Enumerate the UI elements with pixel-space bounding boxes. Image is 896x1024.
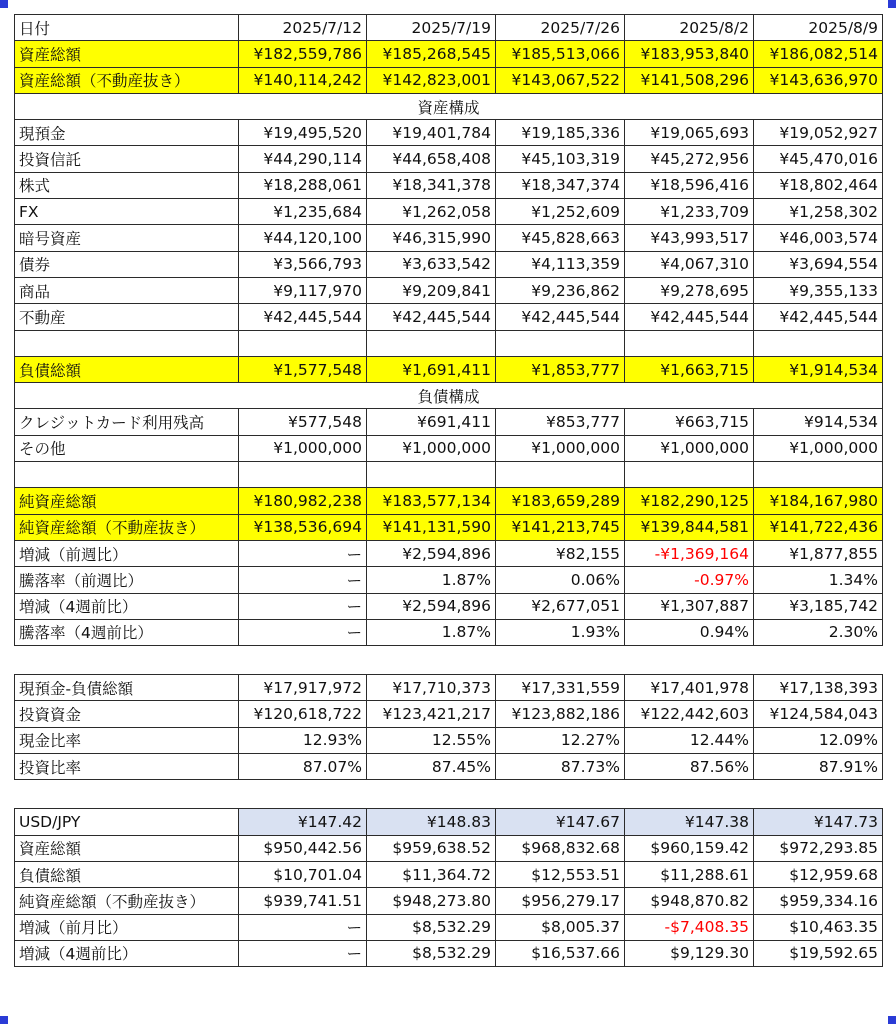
value-cell[interactable]: $10,701.04 bbox=[239, 861, 367, 887]
value-cell[interactable]: ¥1,233,709 bbox=[625, 199, 754, 225]
value-cell[interactable]: $11,364.72 bbox=[367, 861, 496, 887]
row-label[interactable]: 株式 bbox=[15, 172, 239, 198]
change-block bbox=[15, 540, 883, 645]
value-cell[interactable]: ー bbox=[239, 540, 367, 566]
value-cell[interactable]: 12.55% bbox=[367, 727, 496, 753]
value-cell[interactable]: ¥3,694,554 bbox=[754, 251, 883, 277]
row-label[interactable]: 負債総額 bbox=[15, 861, 239, 887]
table-row bbox=[15, 67, 883, 93]
value-cell[interactable]: 87.07% bbox=[239, 754, 367, 780]
value-cell[interactable]: ¥44,120,100 bbox=[239, 225, 367, 251]
value-cell[interactable]: ¥42,445,544 bbox=[367, 304, 496, 330]
blank-row bbox=[15, 330, 883, 356]
spacer bbox=[14, 780, 882, 808]
value-cell[interactable]: $8,532.29 bbox=[367, 914, 496, 940]
blank-cell[interactable] bbox=[239, 330, 367, 356]
value-cell[interactable]: 87.45% bbox=[367, 754, 496, 780]
value-cell[interactable]: ¥19,065,693 bbox=[625, 120, 754, 146]
value-cell[interactable]: ¥44,658,408 bbox=[367, 146, 496, 172]
value-cell[interactable]: ¥45,470,016 bbox=[754, 146, 883, 172]
value-cell[interactable]: -$7,408.35 bbox=[625, 914, 754, 940]
value-cell[interactable]: $11,288.61 bbox=[625, 861, 754, 887]
value-cell[interactable]: ¥1,000,000 bbox=[625, 435, 754, 461]
value-cell[interactable]: ¥9,355,133 bbox=[754, 277, 883, 303]
value-cell[interactable]: ¥82,155 bbox=[496, 540, 625, 566]
value-cell[interactable]: ¥42,445,544 bbox=[496, 304, 625, 330]
value-cell[interactable]: $972,293.85 bbox=[754, 835, 883, 861]
table-row bbox=[15, 435, 883, 461]
value-cell[interactable]: ¥185,513,066 bbox=[496, 41, 625, 67]
value-cell[interactable]: ¥2,677,051 bbox=[496, 593, 625, 619]
value-cell[interactable]: $19,592.65 bbox=[754, 940, 883, 966]
table-row bbox=[15, 914, 883, 940]
total-assets-block bbox=[15, 41, 883, 94]
value-cell[interactable]: ¥1,262,058 bbox=[367, 199, 496, 225]
value-cell[interactable]: ¥9,236,862 bbox=[496, 277, 625, 303]
value-cell[interactable]: ¥17,331,559 bbox=[496, 675, 625, 701]
liabilities-total-row bbox=[15, 356, 883, 382]
blank-cell[interactable] bbox=[754, 462, 883, 488]
value-cell[interactable]: $8,005.37 bbox=[496, 914, 625, 940]
table-row bbox=[15, 251, 883, 277]
blank-cell[interactable] bbox=[367, 330, 496, 356]
value-cell[interactable]: ¥19,401,784 bbox=[367, 120, 496, 146]
value-cell[interactable]: ¥143,636,970 bbox=[754, 67, 883, 93]
value-cell[interactable]: $16,537.66 bbox=[496, 940, 625, 966]
value-cell[interactable]: $960,159.42 bbox=[625, 835, 754, 861]
table-row bbox=[15, 225, 883, 251]
date-cell[interactable]: 2025/7/12 bbox=[239, 15, 367, 41]
table-row bbox=[15, 593, 883, 619]
fx-rate-cell[interactable]: ¥147.42 bbox=[239, 809, 367, 835]
table-row bbox=[15, 304, 883, 330]
value-cell[interactable]: ¥3,566,793 bbox=[239, 251, 367, 277]
value-cell[interactable]: ¥139,844,581 bbox=[625, 514, 754, 540]
row-label[interactable]: 投資資金 bbox=[15, 701, 239, 727]
row-label[interactable]: 現預金 bbox=[15, 120, 239, 146]
value-cell[interactable]: 12.27% bbox=[496, 727, 625, 753]
table-row bbox=[15, 675, 883, 701]
table-row bbox=[15, 41, 883, 67]
value-cell[interactable]: ¥17,710,373 bbox=[367, 675, 496, 701]
section-title-row bbox=[15, 93, 883, 119]
value-cell[interactable]: ¥42,445,544 bbox=[754, 304, 883, 330]
value-cell[interactable]: $8,532.29 bbox=[367, 940, 496, 966]
value-cell[interactable]: ¥123,421,217 bbox=[367, 701, 496, 727]
value-cell[interactable]: ー bbox=[239, 914, 367, 940]
value-cell[interactable]: ¥122,442,603 bbox=[625, 701, 754, 727]
blank-cell[interactable] bbox=[496, 462, 625, 488]
value-cell[interactable]: ¥2,594,896 bbox=[367, 593, 496, 619]
value-cell[interactable]: ¥183,577,134 bbox=[367, 488, 496, 514]
asset-composition-block bbox=[15, 120, 883, 330]
value-cell[interactable]: ¥3,185,742 bbox=[754, 593, 883, 619]
row-label[interactable]: 負債総額 bbox=[15, 356, 239, 382]
value-cell[interactable]: ¥4,113,359 bbox=[496, 251, 625, 277]
table-row bbox=[15, 754, 883, 780]
table-row bbox=[15, 727, 883, 753]
usd-table bbox=[14, 808, 883, 967]
value-cell[interactable]: ¥17,401,978 bbox=[625, 675, 754, 701]
value-cell[interactable]: 1.87% bbox=[367, 619, 496, 645]
selection-corner-marker bbox=[888, 1016, 896, 1024]
value-cell[interactable]: ¥45,272,956 bbox=[625, 146, 754, 172]
row-label[interactable]: 増減（前月比） bbox=[15, 914, 239, 940]
value-cell[interactable]: -0.97% bbox=[625, 567, 754, 593]
value-cell[interactable]: ¥4,067,310 bbox=[625, 251, 754, 277]
row-label[interactable]: その他 bbox=[15, 435, 239, 461]
blank-cell[interactable] bbox=[496, 330, 625, 356]
fx-rate-cell[interactable]: ¥147.73 bbox=[754, 809, 883, 835]
spreadsheet bbox=[14, 14, 882, 967]
value-cell[interactable]: ¥43,993,517 bbox=[625, 225, 754, 251]
value-cell[interactable]: ¥18,802,464 bbox=[754, 172, 883, 198]
selection-corner-marker bbox=[0, 0, 8, 8]
date-cell[interactable]: 2025/8/2 bbox=[625, 15, 754, 41]
value-cell[interactable]: ¥182,290,125 bbox=[625, 488, 754, 514]
value-cell[interactable]: ¥182,559,786 bbox=[239, 41, 367, 67]
value-cell[interactable]: ¥1,914,534 bbox=[754, 356, 883, 382]
net-worth-table bbox=[14, 14, 883, 646]
value-cell[interactable]: ¥9,278,695 bbox=[625, 277, 754, 303]
row-label[interactable]: 債券 bbox=[15, 251, 239, 277]
value-cell[interactable]: ¥577,548 bbox=[239, 409, 367, 435]
value-cell[interactable]: $968,832.68 bbox=[496, 835, 625, 861]
value-cell[interactable]: ¥9,209,841 bbox=[367, 277, 496, 303]
value-cell[interactable]: ¥184,167,980 bbox=[754, 488, 883, 514]
value-cell[interactable]: ¥46,003,574 bbox=[754, 225, 883, 251]
table-row bbox=[15, 277, 883, 303]
row-label[interactable]: 純資産総額（不動産抜き） bbox=[15, 514, 239, 540]
table-row bbox=[15, 172, 883, 198]
table-row bbox=[15, 619, 883, 645]
value-cell[interactable]: ¥1,000,000 bbox=[367, 435, 496, 461]
value-cell[interactable]: ¥17,917,972 bbox=[239, 675, 367, 701]
value-cell[interactable]: ¥44,290,114 bbox=[239, 146, 367, 172]
value-cell[interactable]: $12,959.68 bbox=[754, 861, 883, 887]
row-label[interactable]: 投資比率 bbox=[15, 754, 239, 780]
value-cell[interactable]: $959,334.16 bbox=[754, 888, 883, 914]
value-cell[interactable]: ー bbox=[239, 619, 367, 645]
section-title-row bbox=[15, 383, 883, 409]
table-row bbox=[15, 146, 883, 172]
value-cell[interactable]: ー bbox=[239, 567, 367, 593]
value-cell[interactable]: $939,741.51 bbox=[239, 888, 367, 914]
fx-rate-cell[interactable]: ¥148.83 bbox=[367, 809, 496, 835]
table-row bbox=[15, 488, 883, 514]
row-label[interactable]: 増減（4週前比） bbox=[15, 940, 239, 966]
row-label[interactable]: 騰落率（前週比） bbox=[15, 567, 239, 593]
value-cell[interactable]: 2.30% bbox=[754, 619, 883, 645]
value-cell[interactable]: ¥185,268,545 bbox=[367, 41, 496, 67]
row-label[interactable]: 投資信託 bbox=[15, 146, 239, 172]
blank-cell[interactable] bbox=[239, 462, 367, 488]
blank-cell[interactable] bbox=[754, 330, 883, 356]
blank-cell[interactable] bbox=[625, 330, 754, 356]
fx-rate-cell[interactable]: ¥147.67 bbox=[496, 809, 625, 835]
row-label[interactable]: USD/JPY bbox=[15, 809, 239, 835]
value-cell[interactable]: ¥17,138,393 bbox=[754, 675, 883, 701]
value-cell[interactable]: ¥1,691,411 bbox=[367, 356, 496, 382]
value-cell[interactable]: 12.93% bbox=[239, 727, 367, 753]
value-cell[interactable]: ¥42,445,544 bbox=[625, 304, 754, 330]
selection-corner-marker bbox=[0, 1016, 8, 1024]
row-label[interactable]: 増減（前週比） bbox=[15, 540, 239, 566]
table-row bbox=[15, 409, 883, 435]
row-label[interactable]: 資産総額 bbox=[15, 41, 239, 67]
value-cell[interactable]: ¥120,618,722 bbox=[239, 701, 367, 727]
value-cell[interactable]: $948,273.80 bbox=[367, 888, 496, 914]
value-cell[interactable]: 87.91% bbox=[754, 754, 883, 780]
value-cell[interactable]: 0.94% bbox=[625, 619, 754, 645]
value-cell[interactable]: ¥186,082,514 bbox=[754, 41, 883, 67]
value-cell[interactable]: ¥141,213,745 bbox=[496, 514, 625, 540]
value-cell[interactable]: ¥853,777 bbox=[496, 409, 625, 435]
value-cell[interactable]: $9,129.30 bbox=[625, 940, 754, 966]
value-cell[interactable]: ¥142,823,001 bbox=[367, 67, 496, 93]
value-cell[interactable]: 1.87% bbox=[367, 567, 496, 593]
value-cell[interactable]: $12,553.51 bbox=[496, 861, 625, 887]
value-cell[interactable]: ¥914,534 bbox=[754, 409, 883, 435]
value-cell[interactable]: ー bbox=[239, 593, 367, 619]
cash-ratio-block bbox=[15, 675, 883, 780]
table-row bbox=[15, 835, 883, 861]
value-cell[interactable]: $956,279.17 bbox=[496, 888, 625, 914]
table-row bbox=[15, 567, 883, 593]
value-cell[interactable]: ¥1,000,000 bbox=[754, 435, 883, 461]
row-label[interactable]: 資産総額 bbox=[15, 835, 239, 861]
table-row bbox=[15, 861, 883, 887]
row-label[interactable]: 暗号資産 bbox=[15, 225, 239, 251]
value-cell[interactable]: ¥18,341,378 bbox=[367, 172, 496, 198]
usd-jpy-row bbox=[15, 809, 883, 835]
value-cell[interactable]: ¥691,411 bbox=[367, 409, 496, 435]
value-cell[interactable]: ¥141,722,436 bbox=[754, 514, 883, 540]
value-cell[interactable]: ¥19,185,336 bbox=[496, 120, 625, 146]
value-cell[interactable]: ¥2,594,896 bbox=[367, 540, 496, 566]
value-cell[interactable]: ー bbox=[239, 940, 367, 966]
value-cell[interactable]: 87.56% bbox=[625, 754, 754, 780]
value-cell[interactable]: ¥141,508,296 bbox=[625, 67, 754, 93]
blank-cell[interactable] bbox=[15, 462, 239, 488]
row-label[interactable]: 資産総額（不動産抜き） bbox=[15, 67, 239, 93]
value-cell[interactable]: ¥1,000,000 bbox=[496, 435, 625, 461]
table-row bbox=[15, 514, 883, 540]
value-cell[interactable]: $950,442.56 bbox=[239, 835, 367, 861]
row-label[interactable]: 現金比率 bbox=[15, 727, 239, 753]
value-cell[interactable]: ¥183,659,289 bbox=[496, 488, 625, 514]
value-cell[interactable]: ¥123,882,186 bbox=[496, 701, 625, 727]
value-cell[interactable]: ¥1,235,684 bbox=[239, 199, 367, 225]
value-cell[interactable]: ¥1,258,302 bbox=[754, 199, 883, 225]
value-cell[interactable]: 0.06% bbox=[496, 567, 625, 593]
table-row bbox=[15, 540, 883, 566]
table-row bbox=[15, 888, 883, 914]
value-cell[interactable]: ¥663,715 bbox=[625, 409, 754, 435]
value-cell[interactable]: ¥143,067,522 bbox=[496, 67, 625, 93]
liabilities-composition-block bbox=[15, 409, 883, 462]
value-cell[interactable]: ¥46,315,990 bbox=[367, 225, 496, 251]
value-cell[interactable]: ¥19,495,520 bbox=[239, 120, 367, 146]
value-cell[interactable]: 1.93% bbox=[496, 619, 625, 645]
asset-composition-title[interactable]: 資産構成 bbox=[15, 93, 883, 119]
blank-row bbox=[15, 462, 883, 488]
value-cell[interactable]: ¥18,347,374 bbox=[496, 172, 625, 198]
value-cell[interactable]: ¥18,596,416 bbox=[625, 172, 754, 198]
value-cell[interactable]: ¥1,877,855 bbox=[754, 540, 883, 566]
value-cell[interactable]: ¥9,117,970 bbox=[239, 277, 367, 303]
value-cell[interactable]: ¥45,828,663 bbox=[496, 225, 625, 251]
row-label[interactable]: クレジットカード利用残高 bbox=[15, 409, 239, 435]
cash-ratio-table bbox=[14, 674, 883, 780]
row-label[interactable]: 増減（4週前比） bbox=[15, 593, 239, 619]
value-cell[interactable]: -¥1,369,164 bbox=[625, 540, 754, 566]
row-label[interactable]: FX bbox=[15, 199, 239, 225]
date-cell[interactable]: 2025/8/9 bbox=[754, 15, 883, 41]
value-cell[interactable]: ¥1,307,887 bbox=[625, 593, 754, 619]
date-cell[interactable]: 2025/7/19 bbox=[367, 15, 496, 41]
fx-rate-cell[interactable]: ¥147.38 bbox=[625, 809, 754, 835]
value-cell[interactable]: ¥1,853,777 bbox=[496, 356, 625, 382]
value-cell[interactable]: ¥42,445,544 bbox=[239, 304, 367, 330]
blank-cell[interactable] bbox=[15, 330, 239, 356]
value-cell[interactable]: ¥1,252,609 bbox=[496, 199, 625, 225]
spacer bbox=[14, 646, 882, 674]
blank-cell[interactable] bbox=[625, 462, 754, 488]
value-cell[interactable]: ¥1,663,715 bbox=[625, 356, 754, 382]
value-cell[interactable]: $959,638.52 bbox=[367, 835, 496, 861]
value-cell[interactable]: ¥3,633,542 bbox=[367, 251, 496, 277]
usd-values-block bbox=[15, 835, 883, 966]
row-label[interactable]: 現預金-負債総額 bbox=[15, 675, 239, 701]
net-assets-block bbox=[15, 488, 883, 541]
value-cell[interactable]: ¥183,953,840 bbox=[625, 41, 754, 67]
row-label[interactable]: 商品 bbox=[15, 277, 239, 303]
value-cell[interactable]: 1.34% bbox=[754, 567, 883, 593]
value-cell[interactable]: ¥1,000,000 bbox=[239, 435, 367, 461]
blank-cell[interactable] bbox=[367, 462, 496, 488]
value-cell[interactable]: $10,463.35 bbox=[754, 914, 883, 940]
value-cell[interactable]: ¥19,052,927 bbox=[754, 120, 883, 146]
value-cell[interactable]: ¥18,288,061 bbox=[239, 172, 367, 198]
value-cell[interactable]: ¥124,584,043 bbox=[754, 701, 883, 727]
date-header-label[interactable]: 日付 bbox=[15, 15, 239, 41]
value-cell[interactable]: ¥141,131,590 bbox=[367, 514, 496, 540]
row-label[interactable]: 純資産総額 bbox=[15, 488, 239, 514]
value-cell[interactable]: ¥138,536,694 bbox=[239, 514, 367, 540]
row-label[interactable]: 純資産総額（不動産抜き） bbox=[15, 888, 239, 914]
selection-corner-marker bbox=[888, 0, 896, 8]
table-row bbox=[15, 120, 883, 146]
row-label[interactable]: 騰落率（4週前比） bbox=[15, 619, 239, 645]
table-row bbox=[15, 940, 883, 966]
value-cell[interactable]: ¥45,103,319 bbox=[496, 146, 625, 172]
value-cell[interactable]: ¥140,114,242 bbox=[239, 67, 367, 93]
row-label[interactable]: 不動産 bbox=[15, 304, 239, 330]
table-row bbox=[15, 199, 883, 225]
value-cell[interactable]: 12.09% bbox=[754, 727, 883, 753]
value-cell[interactable]: 87.73% bbox=[496, 754, 625, 780]
value-cell[interactable]: ¥1,577,548 bbox=[239, 356, 367, 382]
table-row bbox=[15, 701, 883, 727]
value-cell[interactable]: 12.44% bbox=[625, 727, 754, 753]
value-cell[interactable]: ¥180,982,238 bbox=[239, 488, 367, 514]
date-cell[interactable]: 2025/7/26 bbox=[496, 15, 625, 41]
value-cell[interactable]: $948,870.82 bbox=[625, 888, 754, 914]
date-header-row bbox=[15, 15, 883, 41]
liabilities-composition-title[interactable]: 負債構成 bbox=[15, 383, 883, 409]
